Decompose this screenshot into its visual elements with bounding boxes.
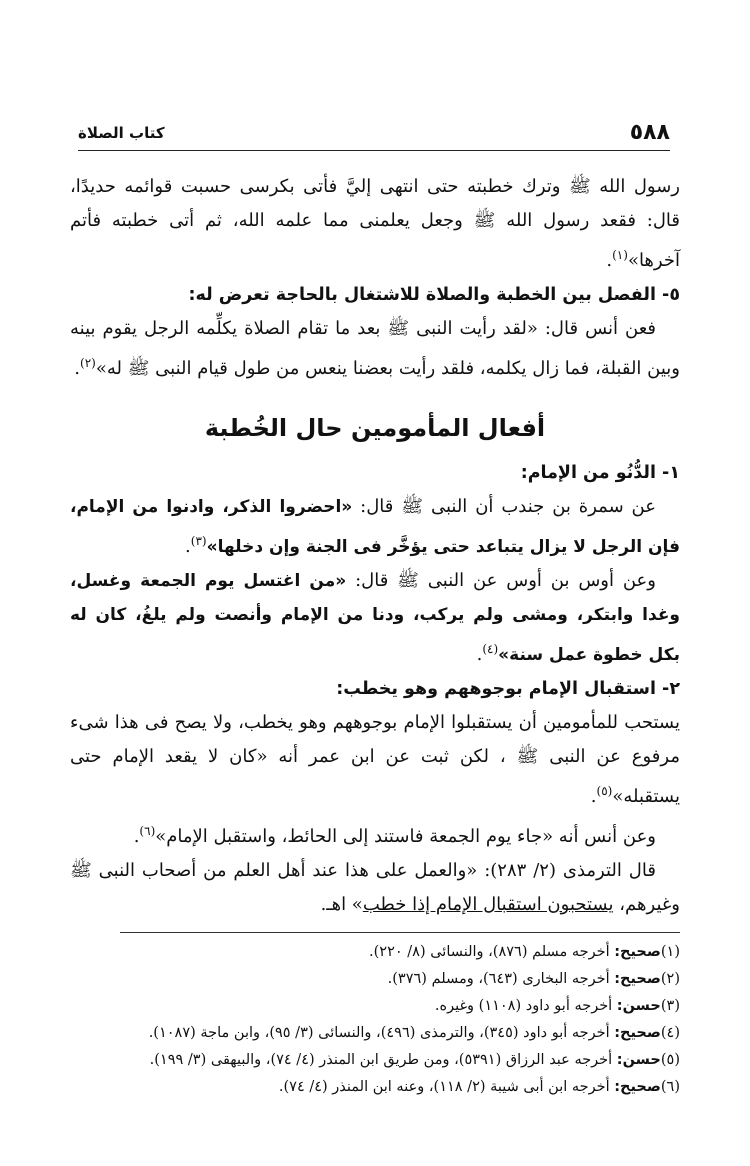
footnote-1: [70, 939, 680, 966]
paragraph-5: يستحب للمأمومين أن يستقبلوا الإمام بوجوههم وهو يخطب، ولا يصح فى هذا شىء مرفوع عن النبى ﷺ ، لكن ثبت عن ابن عمر أنه «كان لا يقعد الإمام حتى يستقبله»$^{(٥)}$.: [70, 712, 680, 807]
paragraph-5-text: يستحب للمأمومين أن يستقبلوا الإمام بوجوههم وهو يخطب، ولا يصح فى هذا شىء مرفوع عن النبى ﷺ ، لكن ثبت عن ابن عمر أنه «كان لا يقعد الإمام حتى يستقبله»: [70, 712, 680, 807]
paragraph-4: وعن أوس بن أوس عن النبى ﷺ قال: «من اغتسل يوم الجمعة وغسل، وغدا وابتكر، ومشى ولم يركب، ودنا من الإمام وأنصت ولم يلغُ، كان له بكل خطوة عمل سنة»$^{(٤)}$.: [70, 570, 680, 665]
footnote-text: أخرجه البخارى (٦٤٣)، ومسلم (٣٧٦).: [387, 971, 615, 987]
paragraph-3-intro: عن سمرة بن جندب أن النبى ﷺ قال:: [352, 496, 657, 517]
footnote-grade: صحيح:: [614, 971, 661, 987]
footnote-number: (١): [660, 944, 680, 960]
footnote-divider: [120, 932, 680, 933]
footnote-2: [70, 966, 680, 993]
footnote-6: [70, 1074, 680, 1101]
page-content: [70, 170, 680, 1101]
paragraph-2: فعن أنس قال: «لقد رأيت النبى ﷺ بعد ما تقام الصلاة يكلِّمه الرجل يقوم بينه وبين القبلة، فما زال يكلمه، فلقد رأيت بعضنا ينعس من طول قيام النبى ﷺ له»$^{(٢)}$.: [70, 318, 680, 379]
footnotes: [70, 939, 680, 1101]
footnote-text: أخرجه ابن أبى شيبة (٢/ ١١٨)، وعنه ابن المنذر (٤/ ٧٤).: [278, 1079, 615, 1095]
footnote-number: (٤): [660, 1025, 680, 1041]
footnote-grade: حسن:: [616, 1052, 661, 1068]
footnote-text: أخرجه أبو داود (٣٤٥)، والترمذى (٤٩٦)، والنسائى (٣/ ٩٥)، وابن ماجة (١٠٨٧).: [148, 1025, 615, 1041]
footnote-4: [70, 1020, 680, 1047]
footnote-3: [70, 993, 680, 1020]
footnote-ref-5: (٥): [596, 784, 613, 798]
footnote-number: (٣): [660, 998, 680, 1014]
header-rule: [78, 150, 670, 151]
paragraph-7: [70, 854, 680, 922]
paragraph-6-text: وعن أنس أنه «جاء يوم الجمعة فاستند إلى الحائط، واستقبل الإمام»: [155, 826, 656, 847]
footnote-ref-1: (١): [612, 248, 628, 262]
footnote-text: أخرجه أبو داود (١١٠٨) وغيره.: [434, 998, 617, 1014]
footnote-number: (٥): [660, 1052, 680, 1068]
footnote-text: أخرجه عبد الرزاق (٥٣٩١)، ومن طريق ابن المنذر (٤/ ٧٤)، والبيهقى (٣/ ١٩٩).: [149, 1052, 617, 1068]
paragraph-7-text-b: » اهـ.: [320, 894, 363, 915]
paragraph-1: رسول الله ﷺ وترك خطبته حتى انتهى إليَّ فأتى بكرسى حسبت قوائمه حديدًا، قال: فقعد رسول الله ﷺ وجعل يعلمنى مما علمه الله، ثم أتى خطبته فأتم آخرها»$^{(١)}$.: [70, 176, 680, 271]
section-title: أفعال المأمومين حال الخُطبة: [204, 414, 546, 442]
paragraph-4-intro: وعن أوس بن أوس عن النبى ﷺ قال:: [346, 570, 656, 591]
footnote-ref-2: (٢): [80, 356, 96, 370]
footnote-ref-3: (٣): [190, 534, 207, 548]
paragraph-3: عن سمرة بن جندب أن النبى ﷺ قال: «احضروا الذكر، وادنوا من الإمام، فإن الرجل لا يزال يتباعد حتى يؤخَّر فى الجنة وإن دخلها»$^{(٣)}$.: [70, 496, 680, 557]
heading-2: ٢- استقبال الإمام بوجوههم وهو يخطب:: [336, 679, 680, 699]
heading-5: ٥- الفصل بين الخطبة والصلاة للاشتغال بالحاجة تعرض له:: [188, 285, 680, 305]
paragraph-1-text: رسول الله ﷺ وترك خطبته حتى انتهى إليَّ فأتى بكرسى حسبت قوائمه حديدًا، قال: فقعد رسول الله ﷺ وجعل يعلمنى مما علمه الله، ثم أتى خطبته فأتم آخرها»: [70, 176, 680, 271]
paragraph-2-text: فعن أنس قال: «لقد رأيت النبى ﷺ بعد ما تقام الصلاة يكلِّمه الرجل يقوم بينه وبين القبلة، فما زال يكلمه، فلقد رأيت بعضنا ينعس من طول قيام النبى ﷺ له»: [70, 318, 680, 379]
paragraph-3-hadith: «احضروا الذكر، وادنوا من الإمام، فإن الرجل لا يزال يتباعد حتى يؤخَّر فى الجنة وإن دخلها»: [70, 497, 680, 557]
paragraph-7-text-a: قال الترمذى (٢/ ٢٨٣): «والعمل على هذا عند أهل العلم من أصحاب النبى ﷺ وغيرهم،: [70, 860, 680, 915]
footnote-grade: صحيح:: [614, 1079, 661, 1095]
footnote-grade: صحيح:: [614, 1025, 661, 1041]
footnote-text: أخرجه مسلم (٨٧٦)، والنسائى (٨/ ٢٢٠).: [369, 944, 615, 960]
paragraph-4-hadith: «من اغتسل يوم الجمعة وغسل، وغدا وابتكر، ومشى ولم يركب، ودنا من الإمام وأنصت ولم يلغُ، كان له بكل خطوة عمل سنة»: [70, 571, 680, 665]
footnote-ref-6: (٦): [139, 824, 156, 838]
footnote-grade: حسن:: [616, 998, 661, 1014]
footnote-number: (٢): [660, 971, 680, 987]
paragraph-6: وعن أنس أنه «جاء يوم الجمعة فاستند إلى الحائط، واستقبل الإمام»$^{(٦)}$.: [133, 824, 656, 847]
page-number: ٥٨٨: [629, 120, 670, 145]
footnote-grade: صحيح:: [614, 944, 661, 960]
footnote-ref-4: (٤): [482, 642, 499, 656]
footnote-5: [70, 1047, 680, 1074]
heading-1: ١- الدُّنُو من الإمام:: [520, 463, 680, 483]
paragraph-7-underlined: يستحبون استقبال الإمام إذا خطب: [362, 894, 614, 915]
chapter-title: كتاب الصلاة: [78, 124, 165, 142]
footnote-number: (٦): [660, 1079, 680, 1095]
